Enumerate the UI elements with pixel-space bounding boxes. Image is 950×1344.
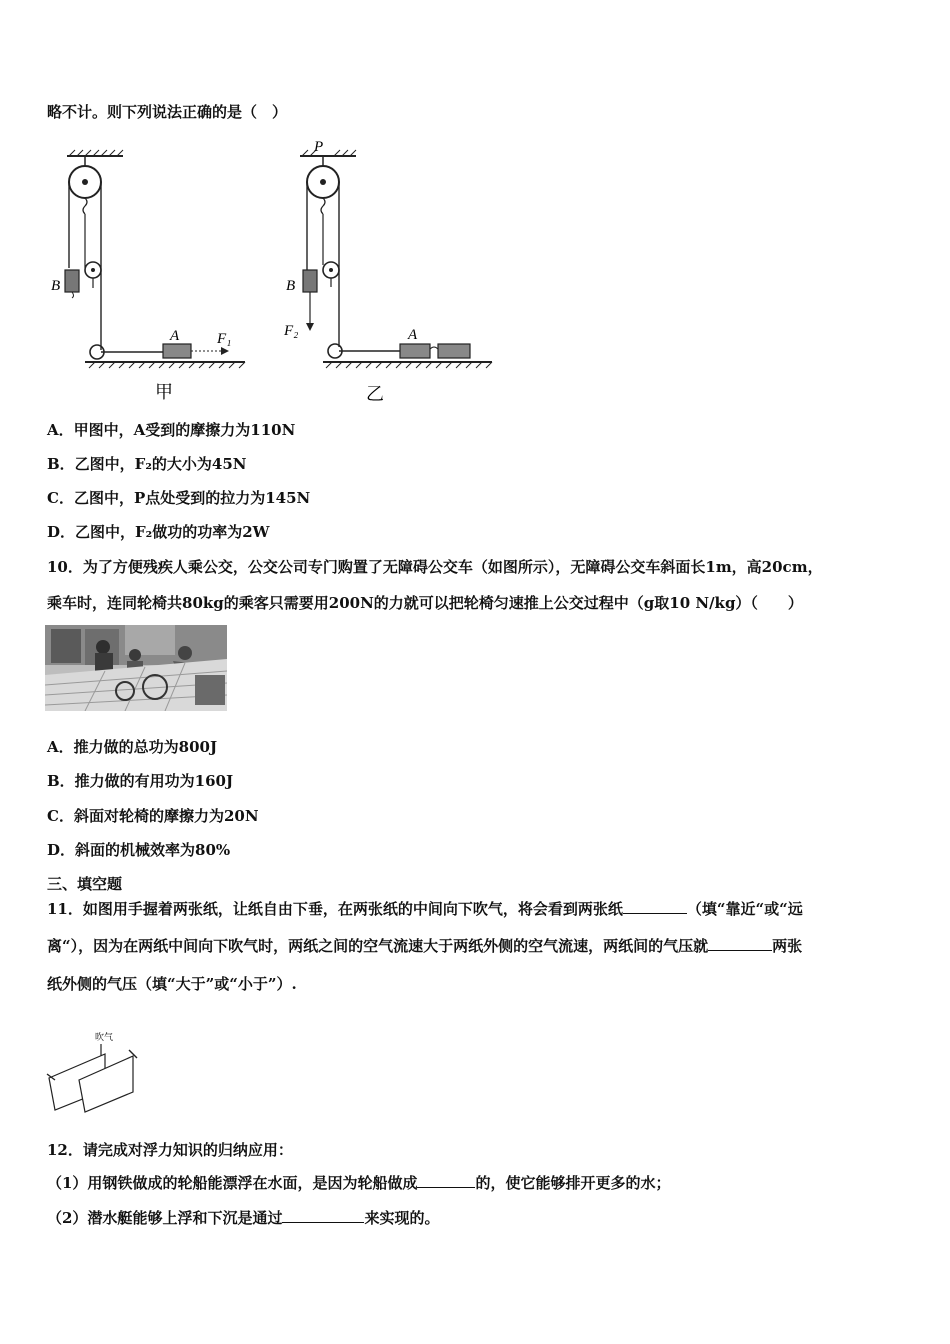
q10-line1: 10．为了方便残疾人乘公交，公交公司专门购置了无障碍公交车（如图所示），无障碍公交车斜面长1m，高20cm， xyxy=(47,558,823,576)
q11-line1-a: 11．如图用手握着两张纸，让纸自由下垂，在两张纸的中间向下吹气，将会看到两张纸 xyxy=(47,900,623,918)
q12-blank-1 xyxy=(417,1173,475,1188)
q9-option-c: C．乙图中，P点处受到的拉力为145N xyxy=(47,489,311,507)
pulley-figure-yi xyxy=(278,135,508,410)
pulley-figure-jia xyxy=(45,140,265,410)
q11-blank-1 xyxy=(623,899,687,914)
q12-line2-b: 的，使它能够排开更多的水； xyxy=(475,1174,671,1192)
q11-line2-b: 两张 xyxy=(772,937,803,955)
q9-option-b: B．乙图中，F₂的大小为45N xyxy=(47,455,247,473)
label-f2: F₂ xyxy=(284,323,299,339)
label-b2: B xyxy=(286,278,296,294)
label-a2: A xyxy=(408,327,418,343)
q11-line1-b: （填“靠近“或“远 xyxy=(686,900,803,918)
q10-option-b: B．推力做的有用功为160J xyxy=(47,772,234,790)
two-papers-figure xyxy=(45,1028,140,1116)
label-p: P xyxy=(314,139,324,155)
q11-line2-a: 离“），因为在两纸中间向下吹气时，两纸之间的空气流速大于两纸外侧的空气流速，两纸间的气压就 xyxy=(47,937,709,955)
q12-line1: 12．请完成对浮力知识的归纳应用： xyxy=(47,1141,293,1159)
section-title: 三、填空题 xyxy=(47,875,123,893)
blow-label: 吹气 xyxy=(95,1033,114,1043)
q12-line2 xyxy=(47,1173,670,1193)
label-f1: F₁ xyxy=(217,331,232,347)
q10-option-a: A．推力做的总功为800J xyxy=(47,738,218,756)
q9-option-a: A．甲图中，A受到的摩擦力为110N xyxy=(47,421,296,439)
caption-jia: 甲 xyxy=(155,382,173,403)
q10-option-d: D．斜面的机械效率为80% xyxy=(47,841,231,859)
label-b: B xyxy=(51,278,61,294)
q12-line3-b: 来实现的。 xyxy=(364,1209,440,1227)
q12-line2-a: （1）用钢铁做成的轮船能漂浮在水面，是因为轮船做成 xyxy=(47,1174,418,1192)
q10-option-c: C．斜面对轮椅的摩擦力为20N xyxy=(47,807,259,825)
label-a: A xyxy=(170,328,180,344)
caption-yi: 乙 xyxy=(366,384,384,405)
q11-blank-2 xyxy=(708,936,772,951)
q12-line3-a: （2）潜水艇能够上浮和下沉是通过 xyxy=(47,1209,283,1227)
intro-line: 略不计。则下列说法正确的是（ ） xyxy=(47,103,288,121)
bus-ramp-photo xyxy=(45,625,227,711)
q12-blank-2 xyxy=(282,1208,364,1223)
q11-line1 xyxy=(47,899,803,919)
q9-option-d: D．乙图中，F₂做功的功率为2W xyxy=(47,523,270,541)
q10-line2: 乘车时，连同轮椅共80kg的乘客只需要用200N的力就可以把轮椅匀速推上公交过程中（g取10 N/kg）（ ） xyxy=(47,594,803,612)
q12-line3 xyxy=(47,1208,439,1228)
q11-line3: 纸外侧的气压（填“大于”或“小于”）. xyxy=(47,975,297,993)
q11-line2 xyxy=(47,936,802,956)
